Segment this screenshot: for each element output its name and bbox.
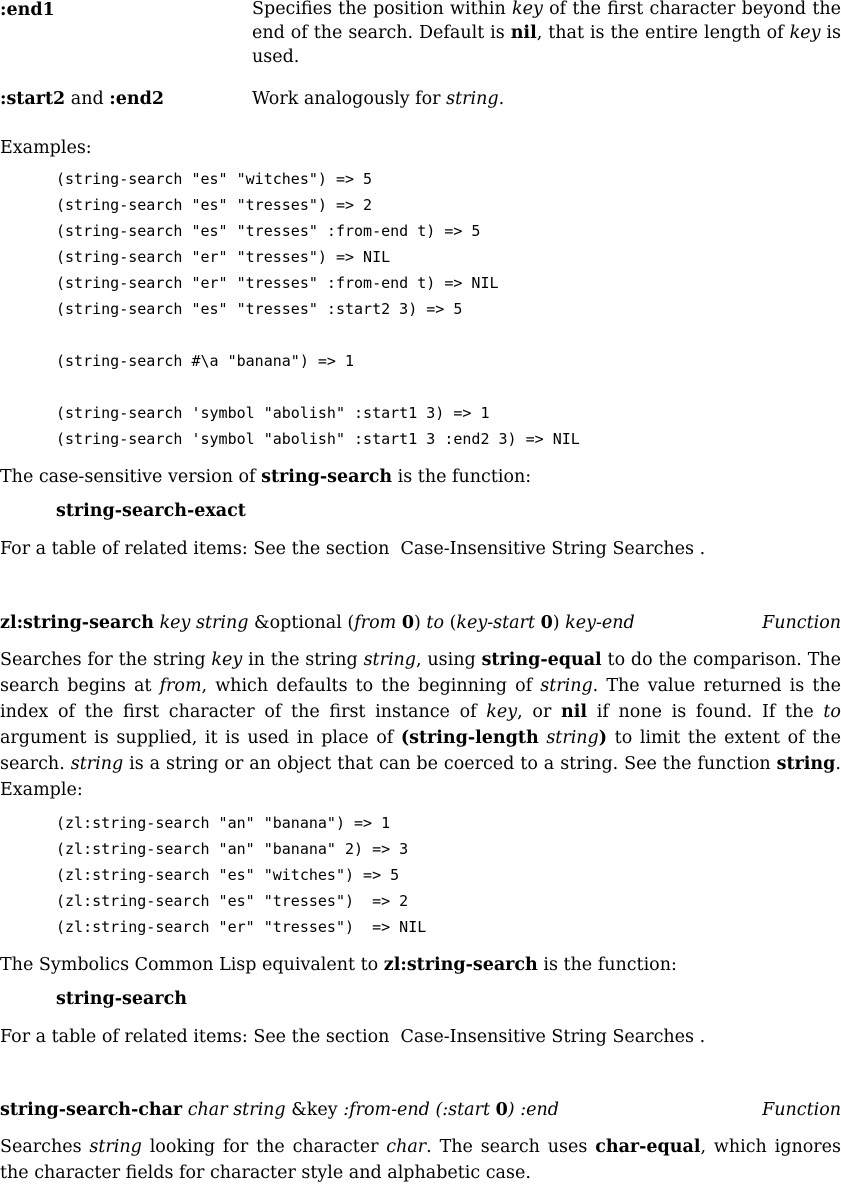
- entry-header-string-search-char: string-search-char char string &key :from-end (:start 0) :end Function: [0, 1097, 841, 1123]
- equivalent-note: The Symbolics Common Lisp equivalent to zl:string-search is the function:: [0, 955, 677, 975]
- entry-name: zl:string-search: [0, 613, 154, 633]
- entry-kind: Function: [762, 613, 841, 633]
- string-search-char-description: Searches string looking for the character char. The search uses char-equal, which ignores the character fields for character style and alphabetic case.: [0, 1137, 841, 1183]
- option-start2-end2-name: :start2 and :end2: [0, 89, 165, 109]
- option-end1-name: :end1: [0, 0, 55, 20]
- related-items-2: For a table of related items: See the section Case-Insensitive String Searches .: [0, 1027, 706, 1047]
- entry-kind: Function: [762, 1100, 841, 1120]
- code-example: (string-search "er" "tresses" :from-end t) => NIL: [56, 274, 499, 292]
- option-end1-description: Specifies the position within key of the first character beyond the end of the search. Default is nil, that is the entire length of key is used.: [252, 0, 841, 67]
- code-example: (string-search 'symbol "abolish" :start1 3 :end2 3) => NIL: [56, 430, 580, 448]
- code-example: (string-search 'symbol "abolish" :start1 3) => 1: [56, 404, 490, 422]
- examples-label: Examples:: [0, 138, 92, 158]
- equivalent-function: string-search: [56, 989, 187, 1009]
- code-example: (string-search #\a "banana") => 1: [56, 352, 355, 370]
- code-example: (zl:string-search "er" "tresses") => NIL: [56, 918, 427, 936]
- related-section-link[interactable]: Case-Insensitive String Searches: [400, 1027, 694, 1047]
- entry-header-zl-string-search: zl:string-search key string &optional (from 0) to (key-start 0) key-end Function: [0, 610, 841, 636]
- code-example: (zl:string-search "an" "banana" 2) => 3: [56, 840, 409, 858]
- code-example: (string-search "es" "witches") => 5: [56, 170, 373, 188]
- case-sensitive-function: string-search-exact: [56, 501, 246, 521]
- code-example: (zl:string-search "es" "tresses") => 2: [56, 892, 409, 910]
- code-example: (string-search "es" "tresses" :from-end t) => 5: [56, 222, 481, 240]
- code-example: (string-search "er" "tresses") => NIL: [56, 248, 391, 266]
- case-sensitive-note: The case-sensitive version of string-search is the function:: [0, 467, 532, 487]
- code-example: (zl:string-search "an" "banana") => 1: [56, 814, 391, 832]
- zl-string-search-description: Searches for the string key in the string string, using string-equal to do the comparison. The search begins at from, which defaults to the beginning of string. The value returned is the index of the first character of the first instance of key, or nil if none is found. If the to argument is supplied, it is used in place of (string-length string) to limit the extent of the search. string is a string or an object that can be coerced to a string. See the function string. Example:: [0, 650, 841, 800]
- related-items-1: For a table of related items: See the section Case-Insensitive String Searches .: [0, 539, 706, 559]
- related-section-link[interactable]: Case-Insensitive String Searches: [400, 539, 694, 559]
- code-example: (string-search "es" "tresses" :start2 3) => 5: [56, 300, 463, 318]
- code-example: (string-search "es" "tresses") => 2: [56, 196, 373, 214]
- code-example: (zl:string-search "es" "witches") => 5: [56, 866, 400, 884]
- option-start2-end2-description: Work analogously for string.: [252, 89, 505, 109]
- entry-name: string-search-char: [0, 1100, 183, 1120]
